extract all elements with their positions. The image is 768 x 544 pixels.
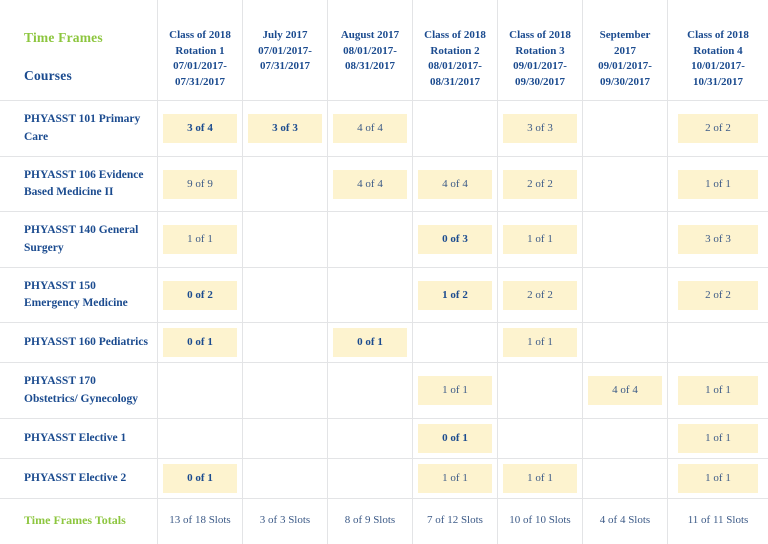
slot-badge[interactable]: 0 of 1 [163,328,237,357]
slot-badge-empty [248,429,322,447]
column-header [158,0,243,101]
slot-badge[interactable]: 4 of 4 [588,376,662,405]
slot-badge[interactable]: 1 of 1 [418,376,492,405]
slot-cell [413,101,498,157]
slot-cell [243,323,328,363]
slot-cell [668,323,768,363]
slot-badge[interactable]: 1 of 1 [678,170,758,199]
slot-badge[interactable]: 2 of 2 [678,114,758,143]
course-name[interactable]: PHYASST 160 Pediatrics [0,323,158,363]
slot-badge[interactable]: 9 of 9 [163,170,237,199]
slot-badge-empty [678,334,758,352]
column-header-line: Class of 2018 [509,29,571,41]
slot-badge-empty [333,231,407,249]
slot-badge-empty [418,334,492,352]
slot-cell [583,419,668,459]
slot-badge[interactable]: 4 of 4 [333,170,407,199]
courses-label: Courses [24,68,72,83]
column-header-line: Rotation 3 [515,44,565,57]
slot-cell [328,101,413,157]
slot-cell [583,323,668,363]
slot-badge-empty [588,175,662,193]
slot-badge[interactable]: 3 of 3 [678,225,758,254]
slot-cell [413,323,498,363]
slot-cell [328,459,413,499]
slot-cell [498,268,583,324]
table-corner-header [0,0,158,101]
slot-cell [413,363,498,419]
slot-badge[interactable]: 1 of 1 [503,464,577,493]
column-header-line: 09/01/2017- [598,60,652,73]
slot-badge[interactable]: 1 of 1 [678,424,758,453]
slot-cell [668,157,768,213]
time-frames-total-value: 13 of 18 Slots [158,499,243,544]
column-header-line: 08/01/2017- [343,44,397,57]
course-name[interactable]: PHYASST Elective 2 [0,459,158,499]
slot-cell [498,323,583,363]
slot-cell [328,419,413,459]
column-header [243,0,328,101]
slot-cell [243,101,328,157]
column-header [413,0,498,101]
slot-badge[interactable]: 0 of 1 [163,464,237,493]
slot-cell [498,157,583,213]
slot-badge-empty [248,382,322,400]
slot-badge-empty [588,334,662,352]
slot-cell [413,212,498,268]
column-header-line: Class of 2018 [424,29,486,41]
slot-cell [668,363,768,419]
course-name[interactable]: PHYASST 150 Emergency Medicine [0,268,158,324]
slot-cell [413,419,498,459]
slot-cell [158,363,243,419]
slot-badge[interactable]: 2 of 2 [503,281,577,310]
slot-badge[interactable]: 0 of 2 [163,281,237,310]
course-name[interactable]: PHYASST Elective 1 [0,419,158,459]
column-header-line: 08/31/2017 [344,60,396,73]
slot-cell [328,157,413,213]
slot-cell [498,459,583,499]
slot-cell [583,157,668,213]
slot-badge-empty [418,120,492,138]
slot-cell [158,459,243,499]
slot-cell [158,101,243,157]
slot-cell [413,157,498,213]
slot-badge-empty [503,382,577,400]
slot-badge[interactable]: 1 of 1 [678,464,758,493]
slot-badge-empty [588,120,662,138]
slot-badge[interactable]: 3 of 3 [503,114,577,143]
column-header-line: Class of 2018 [687,29,749,41]
column-header-line: Class of 2018 [169,29,231,41]
slot-cell [243,419,328,459]
time-frames-total-value: 8 of 9 Slots [328,499,413,544]
column-header-line: 08/01/2017- [428,60,482,73]
course-name[interactable]: PHYASST 170 Obstetrics/ Gynecology [0,363,158,419]
column-header-line: 2017 [614,44,636,57]
slot-badge-empty [503,429,577,447]
slot-badge-empty [163,429,237,447]
column-header-line: Rotation 4 [693,44,743,57]
slot-badge[interactable]: 1 of 1 [163,225,237,254]
slot-cell [158,212,243,268]
column-header-line: 08/31/2017 [429,75,481,88]
slot-badge[interactable]: 2 of 2 [503,170,577,199]
time-frames-total-value: 7 of 12 Slots [413,499,498,544]
slot-badge-empty [333,286,407,304]
slot-cell [158,323,243,363]
slot-badge[interactable]: 1 of 1 [418,464,492,493]
slot-cell [158,419,243,459]
slot-cell [668,268,768,324]
slot-badge[interactable]: 1 of 1 [503,225,577,254]
slot-cell [413,268,498,324]
slot-cell [328,323,413,363]
column-header-line: Rotation 2 [430,44,480,57]
slot-badge-empty [588,231,662,249]
column-header-line: 09/01/2017- [513,60,567,73]
time-frames-total-value: 10 of 10 Slots [498,499,583,544]
column-header [668,0,768,101]
slot-cell [583,101,668,157]
time-frames-total-value: 11 of 11 Slots [687,514,749,527]
column-header [583,0,668,101]
slot-cell [668,419,768,459]
slot-badge[interactable]: 4 of 4 [418,170,492,199]
slot-cell [328,212,413,268]
column-header-line: August 2017 [340,29,400,41]
slot-cell [498,363,583,419]
time-frames-total-value: 3 of 3 Slots [243,499,328,544]
slot-badge[interactable]: 2 of 2 [678,281,758,310]
column-header-line: 07/31/2017 [259,60,311,73]
slot-cell [583,363,668,419]
slot-badge[interactable]: 1 of 1 [678,376,758,405]
course-name[interactable]: PHYASST 140 General Surgery [0,212,158,268]
column-header-line: 10/31/2017 [692,75,744,88]
slot-cell [668,212,768,268]
slot-badge[interactable]: 1 of 1 [503,328,577,357]
column-header-line: 10/01/2017- [691,60,745,73]
slot-cell [243,212,328,268]
column-header-line: 07/01/2017- [258,44,312,57]
slot-cell [498,212,583,268]
column-header-line: 09/30/2017 [599,75,651,88]
slot-cell [498,101,583,157]
slot-cell [583,212,668,268]
column-header [328,0,413,101]
slot-badge[interactable]: 0 of 1 [333,328,407,357]
column-header [498,0,583,101]
slot-badge[interactable]: 3 of 3 [248,114,322,143]
slot-cell [158,268,243,324]
slot-badge-empty [248,286,322,304]
column-header-line: 09/30/2017 [514,75,566,88]
slot-badge-empty [333,469,407,487]
slot-badge-empty [588,429,662,447]
slot-cell [243,157,328,213]
slot-cell [243,363,328,419]
slot-cell [583,268,668,324]
slot-badge[interactable]: 1 of 2 [418,281,492,310]
slot-badge-empty [248,231,322,249]
slot-badge-empty [588,286,662,304]
slot-badge[interactable]: 0 of 3 [418,225,492,254]
slot-badge-empty [248,469,322,487]
course-name[interactable]: PHYASST 101 Primary Care [0,101,158,157]
column-header-line: 07/31/2017 [174,75,226,88]
slot-cell [243,459,328,499]
column-header-line: September [599,29,651,41]
slot-cell [498,419,583,459]
course-name[interactable]: PHYASST 106 Evidence Based Medicine II [0,157,158,213]
slot-cell [158,157,243,213]
column-header-line: 07/01/2017- [173,60,227,73]
time-frames-totals-label: Time Frames Totals [0,499,158,544]
column-header-line: Rotation 1 [175,44,225,57]
slot-cell [243,268,328,324]
slot-badge-empty [248,175,322,193]
slot-badge-empty [333,382,407,400]
column-header-line: July 2017 [262,29,308,41]
slot-badge[interactable]: 4 of 4 [333,114,407,143]
slot-badge-empty [248,334,322,352]
slot-badge-empty [588,469,662,487]
slot-cell [668,101,768,157]
slot-badge[interactable]: 3 of 4 [163,114,237,143]
slot-badge-empty [333,429,407,447]
slot-cell [413,459,498,499]
slot-cell [328,363,413,419]
slot-cell [583,459,668,499]
slot-cell [668,459,768,499]
time-frames-label: Time Frames [24,30,103,45]
slot-badge[interactable]: 0 of 1 [418,424,492,453]
time-frames-total-value: 4 of 4 Slots [583,499,668,544]
slot-cell [328,268,413,324]
slot-badge-empty [163,382,237,400]
